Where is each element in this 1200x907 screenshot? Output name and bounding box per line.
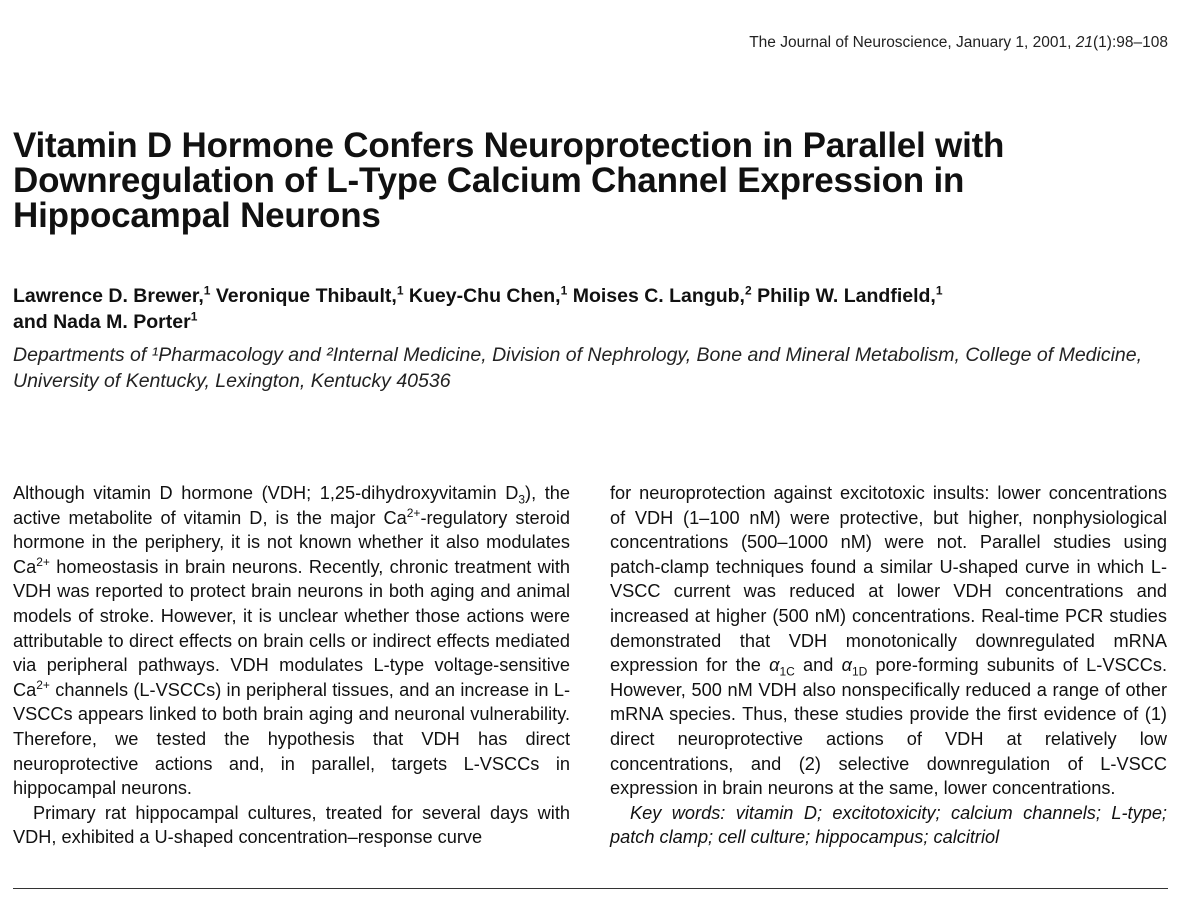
abstract-text: channels (L-VSCCs) in peripheral tissues, and an increase in L-VSCCs appears linked to both brain aging and neuronal vulnerability. Therefore, we tested the hypothesis that VDH has direct neuroprotective actions and, in parallel, targets L-VSCCs in hippocampal neurons. xyxy=(13,679,570,799)
bottom-divider xyxy=(13,888,1168,889)
subscript: 1C xyxy=(779,664,795,679)
superscript: 2+ xyxy=(36,677,50,692)
greek-alpha: α xyxy=(841,655,852,676)
abstract-text: homeostasis in brain neurons. Recently, chronic treatment with VDH was reported to protect brain neurons in both aging and animal models of stroke. However, it is unclear whether those actions were attributable to direct effects on brain cells or indirect effects mediated via peripheral pathways. VDH modulates L-type voltage-sensitive Ca xyxy=(13,556,570,700)
abstract-paragraph: Primary rat hippocampal cultures, treated for several days with VDH, exhibited a U-shaped concentration–response curve xyxy=(13,802,570,848)
author-name: Kuey-Chu Chen, xyxy=(408,285,561,307)
abstract-right-column xyxy=(610,481,1167,850)
paper-title: Vitamin D Hormone Confers Neuroprotection in Parallel with Downregulation of L-Type Calcium Channel Expression in Hippocampal Neurons xyxy=(13,126,1005,235)
journal-citation xyxy=(749,34,1168,52)
keywords-list: vitamin D; excitotoxicity; calcium channels; L-type; patch clamp; cell culture; hippocampus; calcitriol xyxy=(610,802,1167,848)
abstract-text: pore-forming subunits of L-VSCCs. However, 500 nM VDH also nonspecifically reduced a range of other mRNA species. Thus, these studies provide the first evidence of (1) direct neuroprotective actions of VDH at relatively low concentrations, and (2) selective downregulation of L-VSCC expression in brain neurons at the same, lower concentrations. xyxy=(610,655,1167,799)
author-name: and Nada M. Porter xyxy=(13,311,191,333)
author-name: Moises C. Langub, xyxy=(572,285,745,307)
author-name: Lawrence D. Brewer, xyxy=(13,285,204,307)
author-name: Philip W. Landfield, xyxy=(757,285,936,307)
author-affiliation-mark: 2 xyxy=(744,283,752,298)
subscript: 1D xyxy=(851,664,868,679)
author-affiliation-mark: 1 xyxy=(935,283,943,298)
abstract-text: for neuroprotection against excitotoxic insults: lower concentrations of VDH (1–100 nM) were protective, but higher, nonphysiological concentrations (500–1000 nM) were not. Parallel studies using patch-clamp techniques found a similar U-shaped curve in which L-VSCC current was reduced at lower VDH concentrations and increased at higher (500 nM) concentrations. Real-time PCR studies demonstrated that VDH monotonically downregulated mRNA expression for the xyxy=(610,483,1167,676)
author-affiliation-mark: 1 xyxy=(560,283,568,298)
author-list xyxy=(13,283,1183,335)
citation-volume: 21 xyxy=(1075,34,1094,51)
author-name: Veronique Thibault, xyxy=(215,285,397,307)
author-affiliation-mark: 1 xyxy=(203,283,211,298)
abstract-text: ), the active metabolite of vitamin D, is the major Ca xyxy=(13,483,570,528)
abstract-paragraph xyxy=(13,481,570,801)
superscript: 2+ xyxy=(406,505,421,520)
superscript: 2+ xyxy=(36,554,50,569)
author-affiliation-mark: 1 xyxy=(396,283,404,298)
keywords xyxy=(610,801,1167,850)
citation-issue-pages: (1):98–108 xyxy=(1093,34,1168,51)
abstract-text: -regulatory steroid hormone in the periphery, it is not known whether it also modulates Ca xyxy=(13,507,570,577)
keywords-label: Key words: xyxy=(630,802,726,823)
abstract-paragraph xyxy=(610,481,1167,801)
abstract-text: and xyxy=(794,655,842,676)
subscript: 3 xyxy=(518,492,526,507)
citation-prefix: The Journal of Neuroscience, January 1, 2001, xyxy=(749,34,1076,51)
author-affiliation-mark: 1 xyxy=(190,309,198,324)
abstract-text: Although vitamin D hormone (VDH; 1,25-dihydroxyvitamin D xyxy=(13,483,519,503)
abstract-left-column xyxy=(13,481,570,850)
greek-alpha: α xyxy=(769,655,780,676)
author-affiliation: Departments of ¹Pharmacology and ²Internal Medicine, Division of Nephrology, Bone and Mineral Metabolism, College of Medicine, University of Kentucky, Lexington, Kentucky 40536 xyxy=(13,344,1143,392)
